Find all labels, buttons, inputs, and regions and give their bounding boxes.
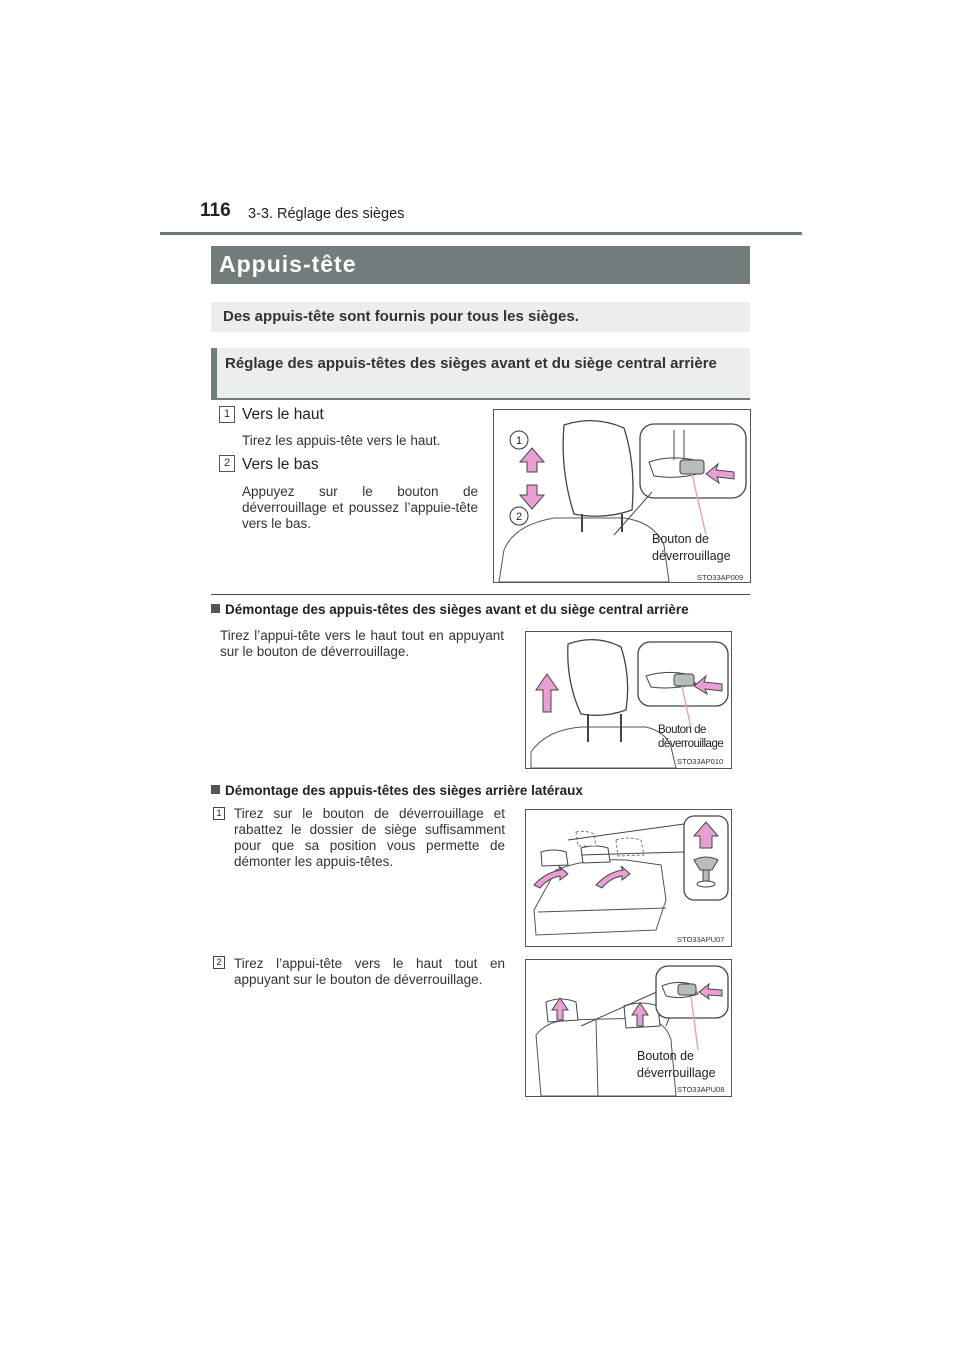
fig2-code: STO33AP010: [677, 757, 724, 766]
callout-1: 1: [515, 435, 523, 447]
step-number-2: 2: [219, 455, 235, 472]
square-bullet-icon: [211, 604, 220, 613]
figure-rear-headrest-removal: [525, 959, 732, 1097]
step-2-title: Vers le bas: [242, 456, 319, 473]
square-bullet-icon: [211, 785, 220, 794]
fig4-label-line1: Bouton de: [637, 1049, 694, 1063]
removal-front-text: Tirez l’appui-tête vers le haut tout en appuyant sur le bouton de déverrouillage.: [220, 628, 504, 659]
fig3-code: STO33APU07: [677, 935, 725, 944]
removal-rear-heading: [211, 783, 756, 798]
rear-seat-fold-illustration: [526, 810, 731, 946]
figure-rear-seat-fold: [525, 809, 732, 947]
removal-front-heading-text: Démontage des appuis-têtes des sièges avant et du siège central arrière: [225, 602, 689, 617]
removal-rear-heading-text: Démontage des appuis-têtes des sièges arrière latéraux: [225, 783, 583, 798]
step-1-text: Tirez les appuis-tête vers le haut.: [242, 433, 441, 448]
rear-step-2-text: Tirez l’appui-tête vers le haut tout en appuyant sur le bouton de déverrouillage.: [234, 956, 505, 987]
rear-step-number-2: 2: [213, 956, 225, 969]
fig1-label-line1: Bouton de: [652, 532, 709, 546]
fig2-label-line1: Bouton de: [658, 724, 706, 736]
chapter-title: 3-3. Réglage des sièges: [248, 206, 405, 222]
section-title: Appuis-tête: [219, 251, 357, 277]
fig1-code: STO33AP009: [697, 573, 744, 582]
intro-text: Des appuis-tête sont fournis pour tous les sièges.: [223, 308, 579, 325]
header-rule: [160, 232, 802, 235]
fig2-label-line2: déverrouillage: [658, 738, 724, 750]
fig4-code: STO33APU08: [677, 1085, 725, 1094]
rear-step-number-1: 1: [213, 807, 225, 820]
callout-2: 2: [515, 511, 523, 523]
page-number: 116: [200, 200, 231, 221]
figure-headrest-removal-front: [525, 631, 732, 769]
fig4-label-line2: déverrouillage: [637, 1066, 716, 1080]
section-title-bar: [211, 246, 750, 284]
intro-box: [211, 302, 750, 332]
step-1-title: Vers le haut: [242, 406, 324, 423]
rear-step-1-text: Tirez sur le bouton de déverrouillage et rabattez le dossier de siège suffisamment pour que sa position vous permette de démonter les appuis-têtes.: [234, 806, 505, 869]
fig1-label-line2: déverrouillage: [652, 549, 731, 563]
subsection-title: Réglage des appuis-têtes des sièges avant et du siège central arrière: [225, 355, 717, 372]
step-2-text: Appuyez sur le bouton de déverrouillage et poussez l’appuie-tête vers le bas.: [242, 484, 478, 531]
section-divider: [211, 594, 750, 595]
step-number-1: 1: [219, 406, 235, 423]
subsection-box: [211, 348, 750, 400]
figure-headrest-adjust: [493, 409, 751, 583]
removal-front-heading: [211, 602, 756, 617]
